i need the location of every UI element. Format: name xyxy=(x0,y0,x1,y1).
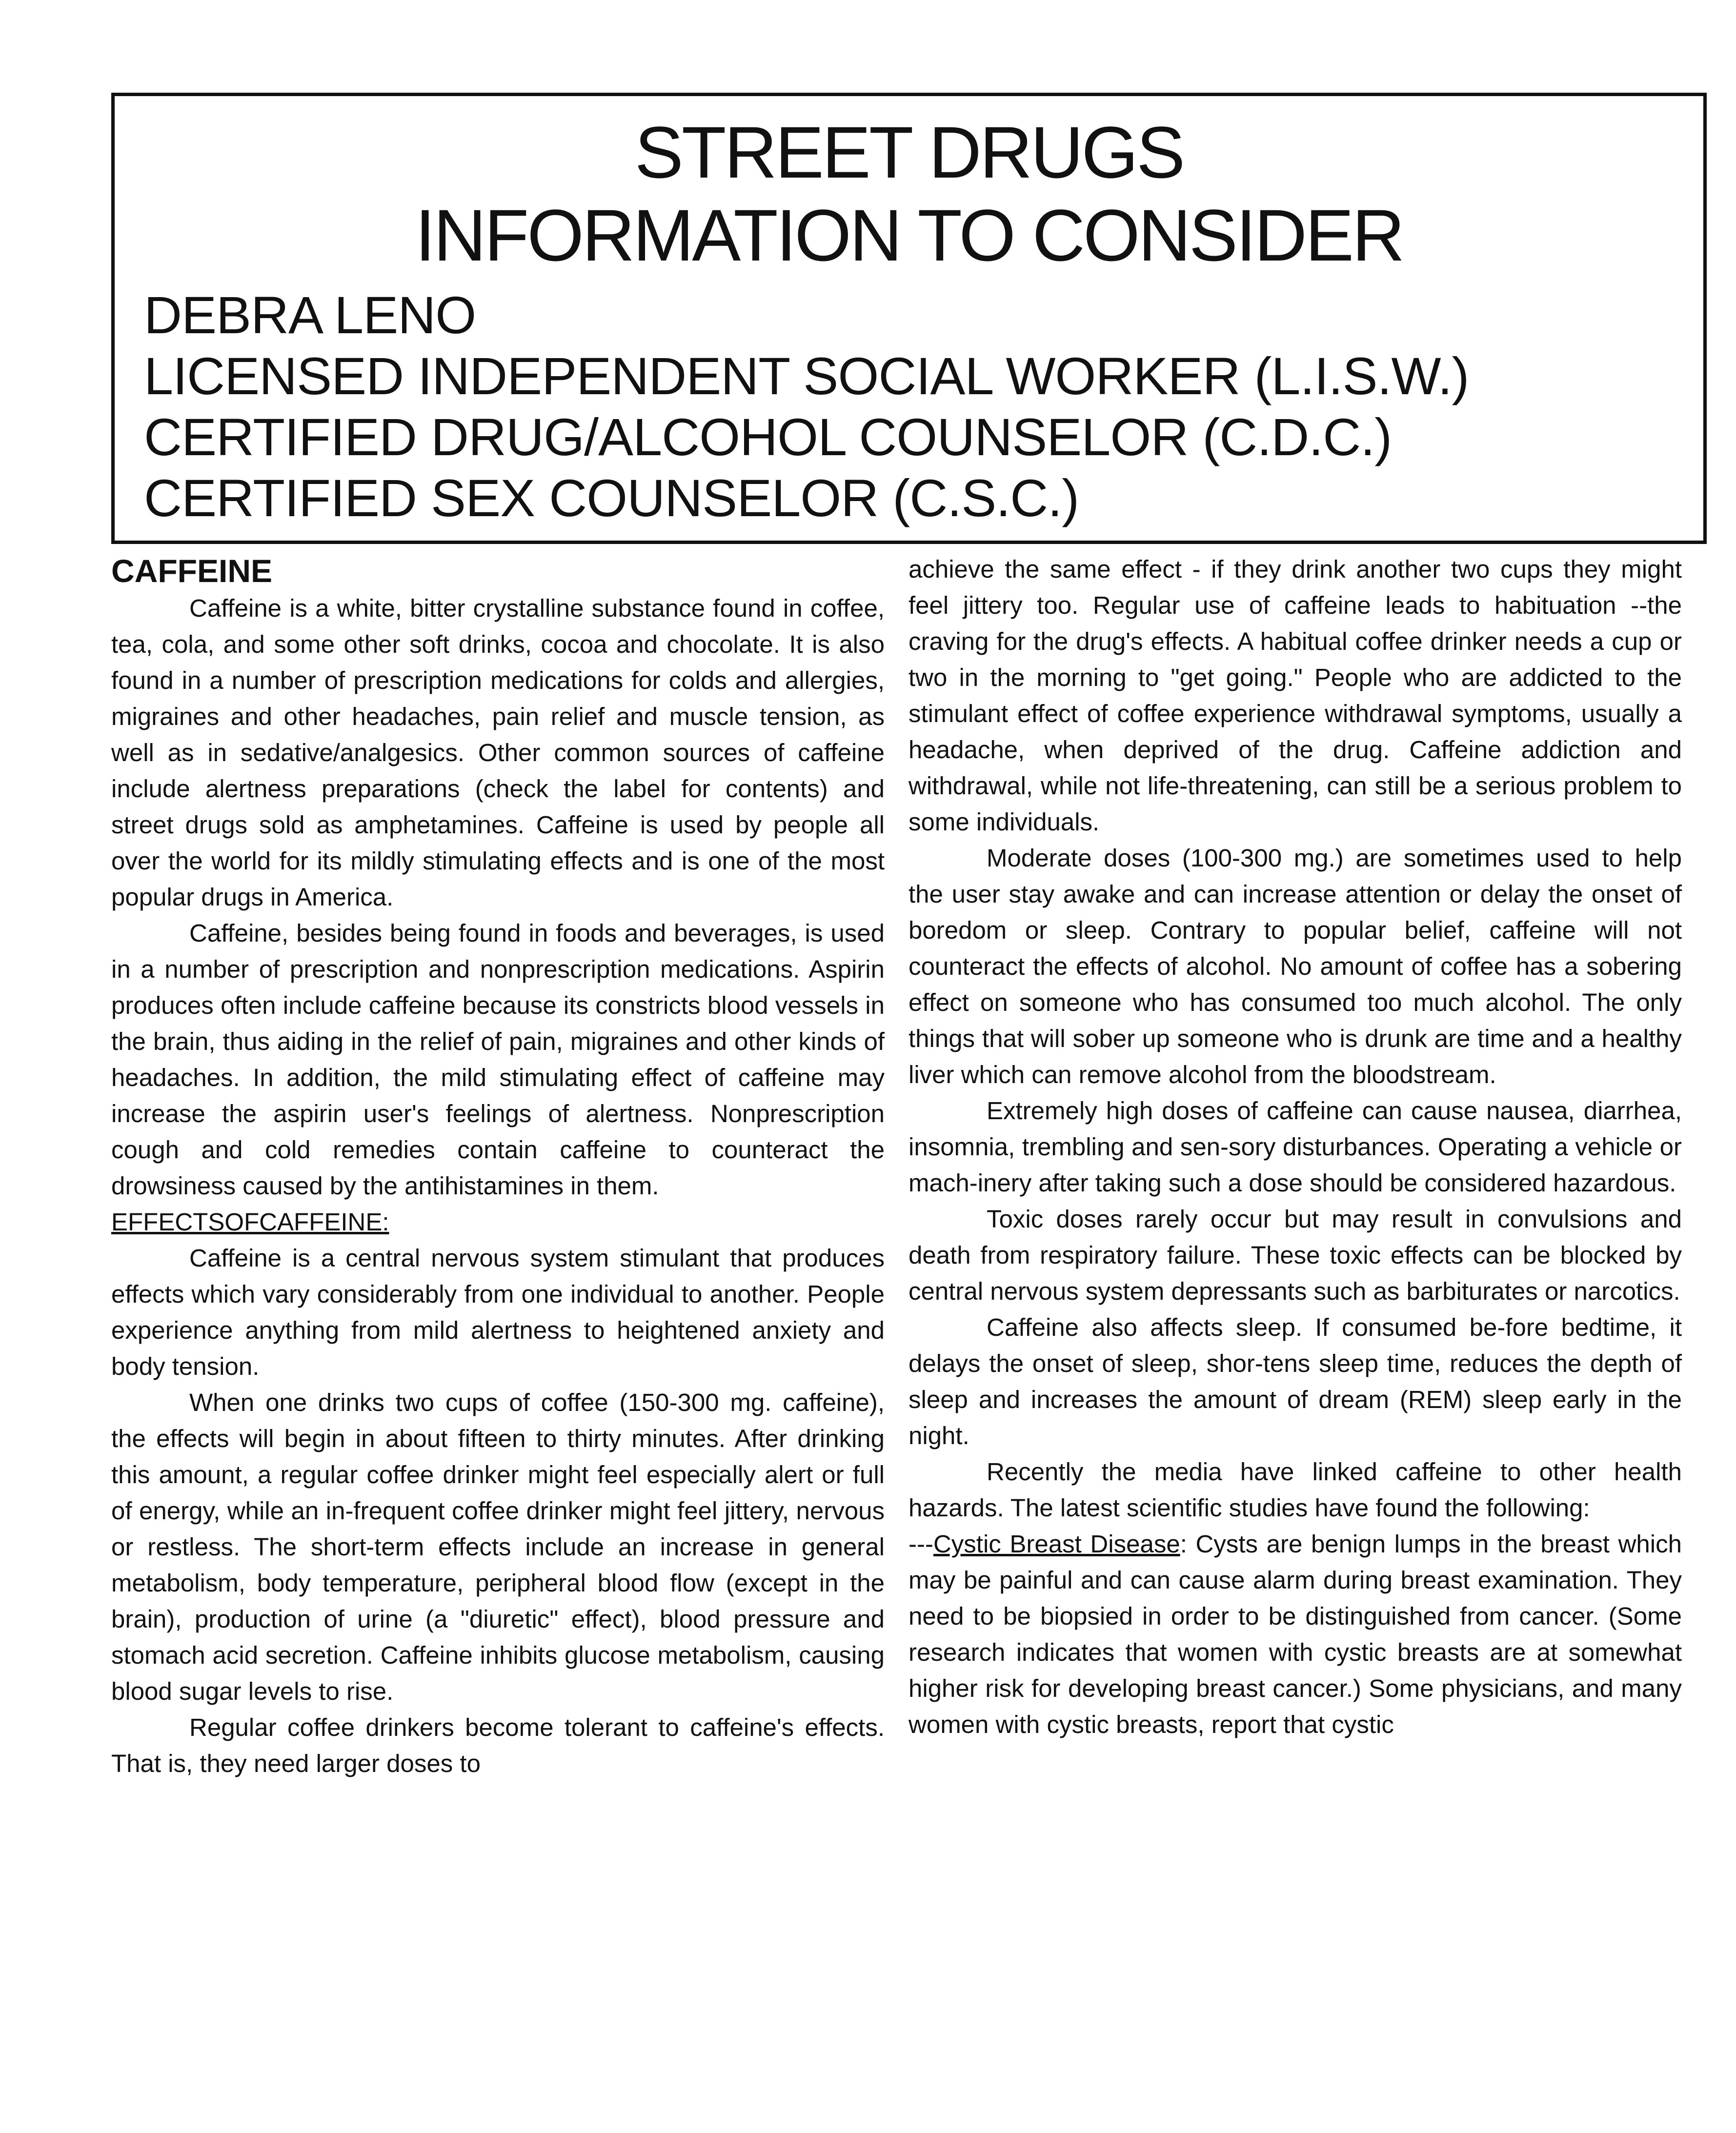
right-column xyxy=(908,551,1682,1743)
title-line-2: INFORMATION TO CONSIDER xyxy=(415,194,1403,276)
paragraph: Caffeine also affects sleep. If consumed be-fore bedtime, it delays the onset of sleep, shor-tens sleep time, reduces the depth of sleep and increases the amount of dream (REM) sleep early in the night. xyxy=(908,1313,1682,1449)
credential-cdc: CERTIFIED DRUG/ALCOHOL COUNSELOR (C.D.C.) xyxy=(144,407,1392,466)
credential-lisw: LICENSED INDEPENDENT SOCIAL WORKER (L.I.S.W.) xyxy=(144,346,1469,405)
bullet-text: : Cysts are benign lumps in the breast which may be painful and can cause alarm during breast examination. They need to be biopsied in order to be distinguished from cancer. (Some research indicates that women with cystic breasts are at somewhat higher risk for developing breast cancer.) Some physicians, and many women with cystic breasts, report that cystic xyxy=(908,1530,1682,1738)
subheading xyxy=(111,1204,885,1240)
paragraph: Caffeine is a central nervous system stimulant that produces effects which vary considerably from one individual to another. People experience anything from mild alertness to heightened anxiety and body tension. xyxy=(111,1244,885,1380)
credential-csc: CERTIFIED SEX COUNSELOR (C.S.C.) xyxy=(144,468,1079,527)
bullet-prefix: --- xyxy=(908,1530,933,1558)
paragraph: Regular coffee drinkers become tolerant to caffeine's effects. That is, they need larger doses to xyxy=(111,1713,885,1777)
paragraph-continued: achieve the same effect - if they drink another two cups they might feel jittery too. Regular use of caffeine leads to habituation --the craving for the drug's effects. A habitual coffee drinker needs a cup or two in the morning to "get going." People who are addicted to the stimulant effect of coffee experience withdrawal symptoms, usually a headache, when deprived of the drug. Caffeine addiction and withdrawal, while not life-threatening, can still be a serious problem to some individuals. xyxy=(908,555,1682,836)
paragraph: Recently the media have linked caffeine to other health hazards. The latest scientific studies have found the following: xyxy=(908,1458,1682,1522)
paragraph: Toxic doses rarely occur but may result in convulsions and death from respiratory failure. These toxic effects can be blocked by central nervous system depressants such as barbiturates or narcotics. xyxy=(908,1205,1682,1305)
section-heading: CAFFEINE xyxy=(111,553,272,589)
subheading-colon: : xyxy=(382,1208,389,1236)
header-box xyxy=(111,93,1707,544)
left-column xyxy=(111,551,885,1782)
bullet-title: Cystic Breast Disease xyxy=(933,1530,1180,1558)
title-line-1: STREET DRUGS xyxy=(634,111,1184,193)
paragraph: When one drinks two cups of coffee (150-300 mg. caffeine), the effects will begin in about fifteen to thirty minutes. After drinking this amount, a regular coffee drinker might feel especially alert or full of energy, while an in-frequent coffee drinker might feel jittery, nervous or restless. The short-term effects include an increase in general metabolism, body temperature, peripheral blood flow (except in the brain), production of urine (a "diuretic" effect), blood pressure and stomach acid secretion. Caffeine inhibits glucose metabolism, causing blood sugar levels to rise. xyxy=(111,1388,885,1705)
paragraph: Extremely high doses of caffeine can cause nausea, diarrhea, insomnia, trembling and sen-sory disturbances. Operating a vehicle or mach-inery after taking such a dose should be considered hazardous. xyxy=(908,1097,1682,1197)
paragraph: Caffeine, besides being found in foods and beverages, is used in a number of prescription and nonprescription medications. Aspirin produces often include caffeine because its constricts blood vessels in the brain, thus aiding in the relief of pain, migraines and other kinds of headaches. In addition, the mild stimulating effect of caffeine may increase the aspirin user's feelings of alertness. Nonprescription cough and cold remedies contain caffeine to counteract the drowsiness caused by the antihistamines in them. xyxy=(111,919,885,1200)
author-name: DEBRA LENO xyxy=(144,285,476,344)
bullet-item xyxy=(908,1526,1682,1743)
subheading-text: EFFECTSOFCAFFEINE xyxy=(111,1208,383,1236)
paragraph: Moderate doses (100-300 mg.) are sometimes used to help the user stay awake and can increase attention or delay the onset of boredom or sleep. Contrary to popular belief, caffeine will not counteract the effects of alcohol. No amount of coffee has a sobering effect on someone who has consumed too much alcohol. The only things that will sober up someone who is drunk are time and a healthy liver which can remove alcohol from the bloodstream. xyxy=(908,844,1682,1088)
paragraph: Caffeine is a white, bitter crystalline substance found in coffee, tea, cola, and some other soft drinks, cocoa and chocolate. It is also found in a number of prescription medications for colds and allergies, migraines and other headaches, pain relief and muscle tension, as well as in sedative/analgesics. Other common sources of caffeine include alertness preparations (check the label for contents) and street drugs sold as amphetamines. Caffeine is used by people all over the world for its mildly stimulating effects and is one of the most popular drugs in America. xyxy=(111,594,885,911)
